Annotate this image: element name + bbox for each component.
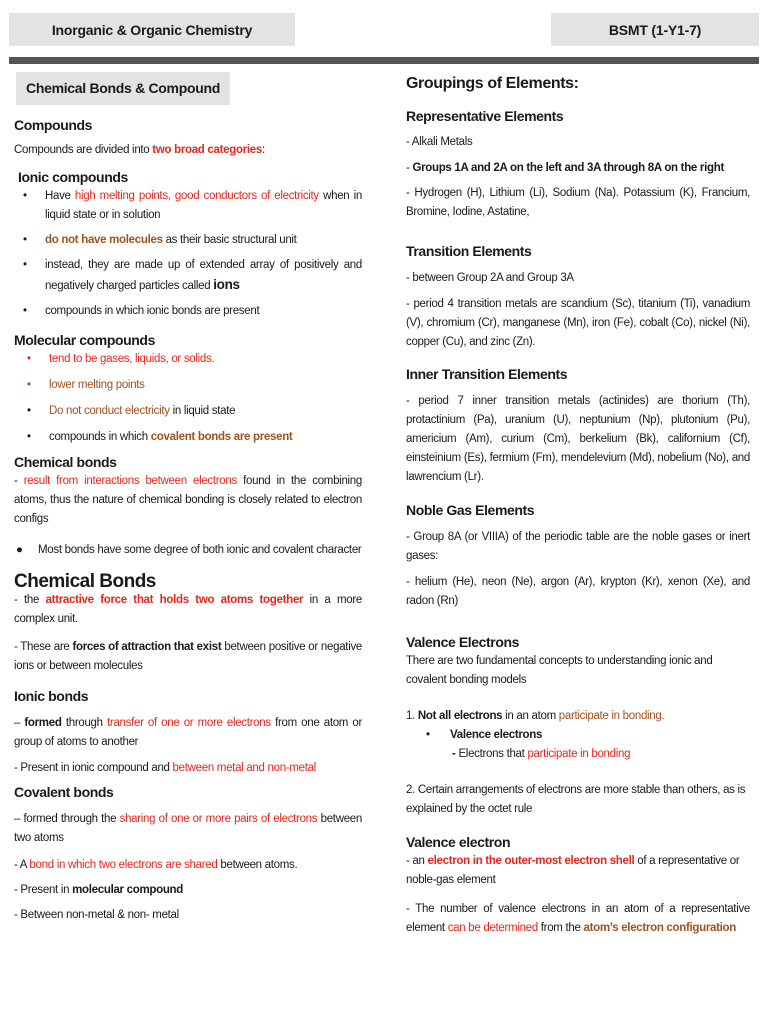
list-item <box>14 231 362 250</box>
text-span: of a representative or noble-gas element <box>406 855 740 886</box>
text-span: – formed through the <box>14 813 120 825</box>
text-span: 1. <box>406 710 418 722</box>
bullet-icon: ● <box>16 544 23 556</box>
text-span: Electrons that <box>458 748 528 760</box>
text-span: participate in bonding. <box>558 710 665 722</box>
text-span: electron in the outer-most electron shell <box>427 855 635 867</box>
text-span: as their basic structural unit <box>162 234 297 246</box>
text-span: Groups 1A and 2A on the left and 3A through 8A on the right <box>412 162 724 174</box>
text-span: - The number of valence electrons in an atom of a representative element <box>406 903 750 934</box>
ionic-bonds-definition <box>14 714 362 752</box>
text-span: sharing of one or more pairs of electrons <box>119 813 318 825</box>
text-span: Compounds are divided into <box>14 144 153 156</box>
text-span: covalent bonds are present <box>150 431 293 443</box>
valence-electron-definition <box>406 852 750 890</box>
text-span: : <box>261 144 265 156</box>
text-span: Most bonds have some degree of both ionic and covalent character <box>38 544 362 556</box>
text-span: compounds in which <box>49 431 151 443</box>
list-item <box>18 402 362 421</box>
list-item <box>14 302 362 321</box>
representative-groups <box>406 159 750 178</box>
text-span: Do not conduct electricity <box>49 405 170 417</box>
molecular-compounds-list <box>18 350 362 447</box>
text-span: when in liquid state or in solution <box>45 190 362 221</box>
bullet-icon: • <box>27 405 31 417</box>
covalent-bonds-shared <box>14 856 362 875</box>
covalent-bonds-between: - Between non-metal & non- metal <box>14 909 179 921</box>
transition-period4: - period 4 transition metals are scandium (Sc), titanium (Ti), vanadium (V), chromium (Cr), manganese (Mn), iron (Fe), cobalt (Co), nickel (Ni), copper (Cu), and zinc (Zn). <box>406 298 750 348</box>
list-item <box>18 428 362 447</box>
text-span: between metal and non-metal <box>172 762 316 774</box>
covalent-bonds-definition <box>14 810 362 848</box>
list-item <box>426 745 750 764</box>
covalent-bonds-present <box>14 881 362 900</box>
list-item <box>14 256 362 296</box>
text-span: tend to be gases, liquids, or solids. <box>49 353 215 365</box>
section-title: Chemical Bonds & Compound <box>26 80 220 96</box>
chemical-bonds-heading: Chemical bonds <box>14 454 117 470</box>
representative-alkali: - Alkali Metals <box>406 136 473 148</box>
text-span: ions <box>213 277 240 292</box>
text-span: high melting points, good conductors of electricity <box>74 190 319 202</box>
text-span: - <box>452 748 459 760</box>
text-span: atom’s electron configuration <box>583 922 736 934</box>
text-span: result from interactions between electrons <box>23 475 237 487</box>
bullet-icon: • <box>426 729 430 741</box>
text-span: - These are <box>14 641 73 653</box>
chemical-bonds-definition <box>14 591 362 629</box>
text-span: through <box>61 717 108 729</box>
text-span: two broad categories <box>152 144 262 156</box>
inner-transition-heading: Inner Transition Elements <box>406 366 568 382</box>
chemical-bonds-main-heading: Chemical Bonds <box>14 571 156 592</box>
text-span: Not all electrons <box>417 710 503 722</box>
valence-concept-1 <box>406 707 750 726</box>
text-span: - A <box>14 859 30 871</box>
bullet-icon: • <box>27 379 31 391</box>
text-span: compounds in which ionic bonds are present <box>45 305 260 317</box>
chemical-bonds-forces <box>14 638 362 676</box>
text-span: do not have molecules <box>45 234 163 246</box>
text-span: in a more complex unit. <box>14 594 362 625</box>
valence-electrons-heading: Valence Electrons <box>406 634 520 650</box>
text-span: between two atoms <box>14 813 362 844</box>
text-span: attractive force that holds two atoms together <box>45 594 304 606</box>
molecular-compounds-heading: Molecular compounds <box>14 332 155 348</box>
text-span: bond in which two electrons are shared <box>29 859 218 871</box>
text-span: lower melting points <box>49 379 145 391</box>
section-code-box <box>551 13 759 46</box>
section-code: BSMT (1-Y1-7) <box>608 21 702 38</box>
representative-heading: Representative Elements <box>406 108 564 124</box>
text-span: Valence electrons <box>450 729 543 741</box>
list-item <box>18 376 362 395</box>
valence-electron-count <box>406 900 750 938</box>
text-span: molecular compound <box>72 884 184 896</box>
bullet-icon: • <box>27 431 31 443</box>
chemical-bonds-text <box>14 472 362 529</box>
text-span: - Present in ionic compound and <box>14 762 173 774</box>
chemical-bonds-list <box>14 541 362 560</box>
transition-heading: Transition Elements <box>406 243 532 259</box>
text-span: between positive or negative ions or between molecules <box>14 641 362 672</box>
text-span: - the <box>14 594 46 606</box>
header-divider <box>9 57 759 64</box>
left-column <box>14 72 362 925</box>
bullet-icon: • <box>23 259 27 271</box>
text-span: between atoms. <box>217 859 298 871</box>
course-title: Inorganic & Organic Chemistry <box>51 21 253 38</box>
compounds-intro <box>14 141 362 160</box>
ionic-bonds-present <box>14 759 362 778</box>
compounds-heading: Compounds <box>14 117 93 133</box>
valence-concept-2: 2. Certain arrangements of electrons are more stable than others, as is explained by the octet rule <box>406 784 746 815</box>
ionic-bonds-heading: Ionic bonds <box>14 688 89 704</box>
list-item <box>426 726 750 745</box>
text-span: - Present in <box>14 884 73 896</box>
groupings-heading: Groupings of Elements: <box>406 75 579 92</box>
bullet-icon: • <box>27 353 31 365</box>
section-title-box <box>16 72 230 105</box>
noble-gas-heading: Noble Gas Elements <box>406 502 535 518</box>
bullet-icon: • <box>23 190 27 202</box>
text-span: participate in bonding <box>527 748 631 760</box>
list-item <box>18 350 362 369</box>
list-item <box>14 187 362 225</box>
transition-between: - between Group 2A and Group 3A <box>406 272 574 284</box>
text-span: in liquid state <box>169 405 236 417</box>
bullet-icon: • <box>23 234 27 246</box>
text-span: instead, they are made up of extended array of positively and negatively charged particles called <box>45 259 362 292</box>
bullet-icon: • <box>23 305 27 317</box>
list-item <box>14 541 362 560</box>
representative-examples: - Hydrogen (H), Lithium (Li), Sodium (Na). Potassium (K), Francium, Bromine, Iodine, Astatine, <box>406 187 750 218</box>
text-span: - <box>406 162 413 174</box>
valence-sub-list <box>406 726 750 764</box>
ionic-compounds-list <box>14 187 362 321</box>
text-span: from one atom or group of atoms to another <box>14 717 362 748</box>
right-column <box>406 72 750 938</box>
text-span: - <box>14 475 24 487</box>
text-span: formed <box>24 717 62 729</box>
text-span: transfer of one or more electrons <box>107 717 271 729</box>
text-span: found in the combining atoms, thus the nature of chemical bonding is closely related to electron configs <box>14 475 362 525</box>
covalent-bonds-heading: Covalent bonds <box>14 784 114 800</box>
text-span: in an atom <box>502 710 559 722</box>
course-title-box <box>9 13 295 46</box>
ionic-compounds-heading: Ionic compounds <box>18 169 128 185</box>
text-span: - an <box>406 855 428 867</box>
text-span: forces of attraction that exist <box>72 641 222 653</box>
text-span: from the <box>537 922 584 934</box>
valence-electron-heading: Valence electron <box>406 834 511 850</box>
text-span: can be determined <box>447 922 538 934</box>
text-span: – <box>14 717 25 729</box>
noble-gas-list: - helium (He), neon (Ne), argon (Ar), krypton (Kr), xenon (Xe), and radon (Rn) <box>406 576 750 607</box>
text-span: Have <box>45 190 75 202</box>
valence-intro: There are two fundamental concepts to understanding ionic and covalent bonding models <box>406 655 713 686</box>
noble-gas-group: - Group 8A (or VIIIA) of the periodic table are the noble gases or inert gases: <box>406 531 750 562</box>
inner-transition-text: - period 7 inner transition metals (actinides) are thorium (Th), protactinium (Pa), uranium (U), neptunium (Np), plutonium (Pu), americium (Am), curium (Cm), berkelium (Bk), californium (Cf), einsteinium (Es), fermium (Fm), mendelevium (Md), nobelium (No), and lawrencium (Lr). <box>406 395 750 483</box>
